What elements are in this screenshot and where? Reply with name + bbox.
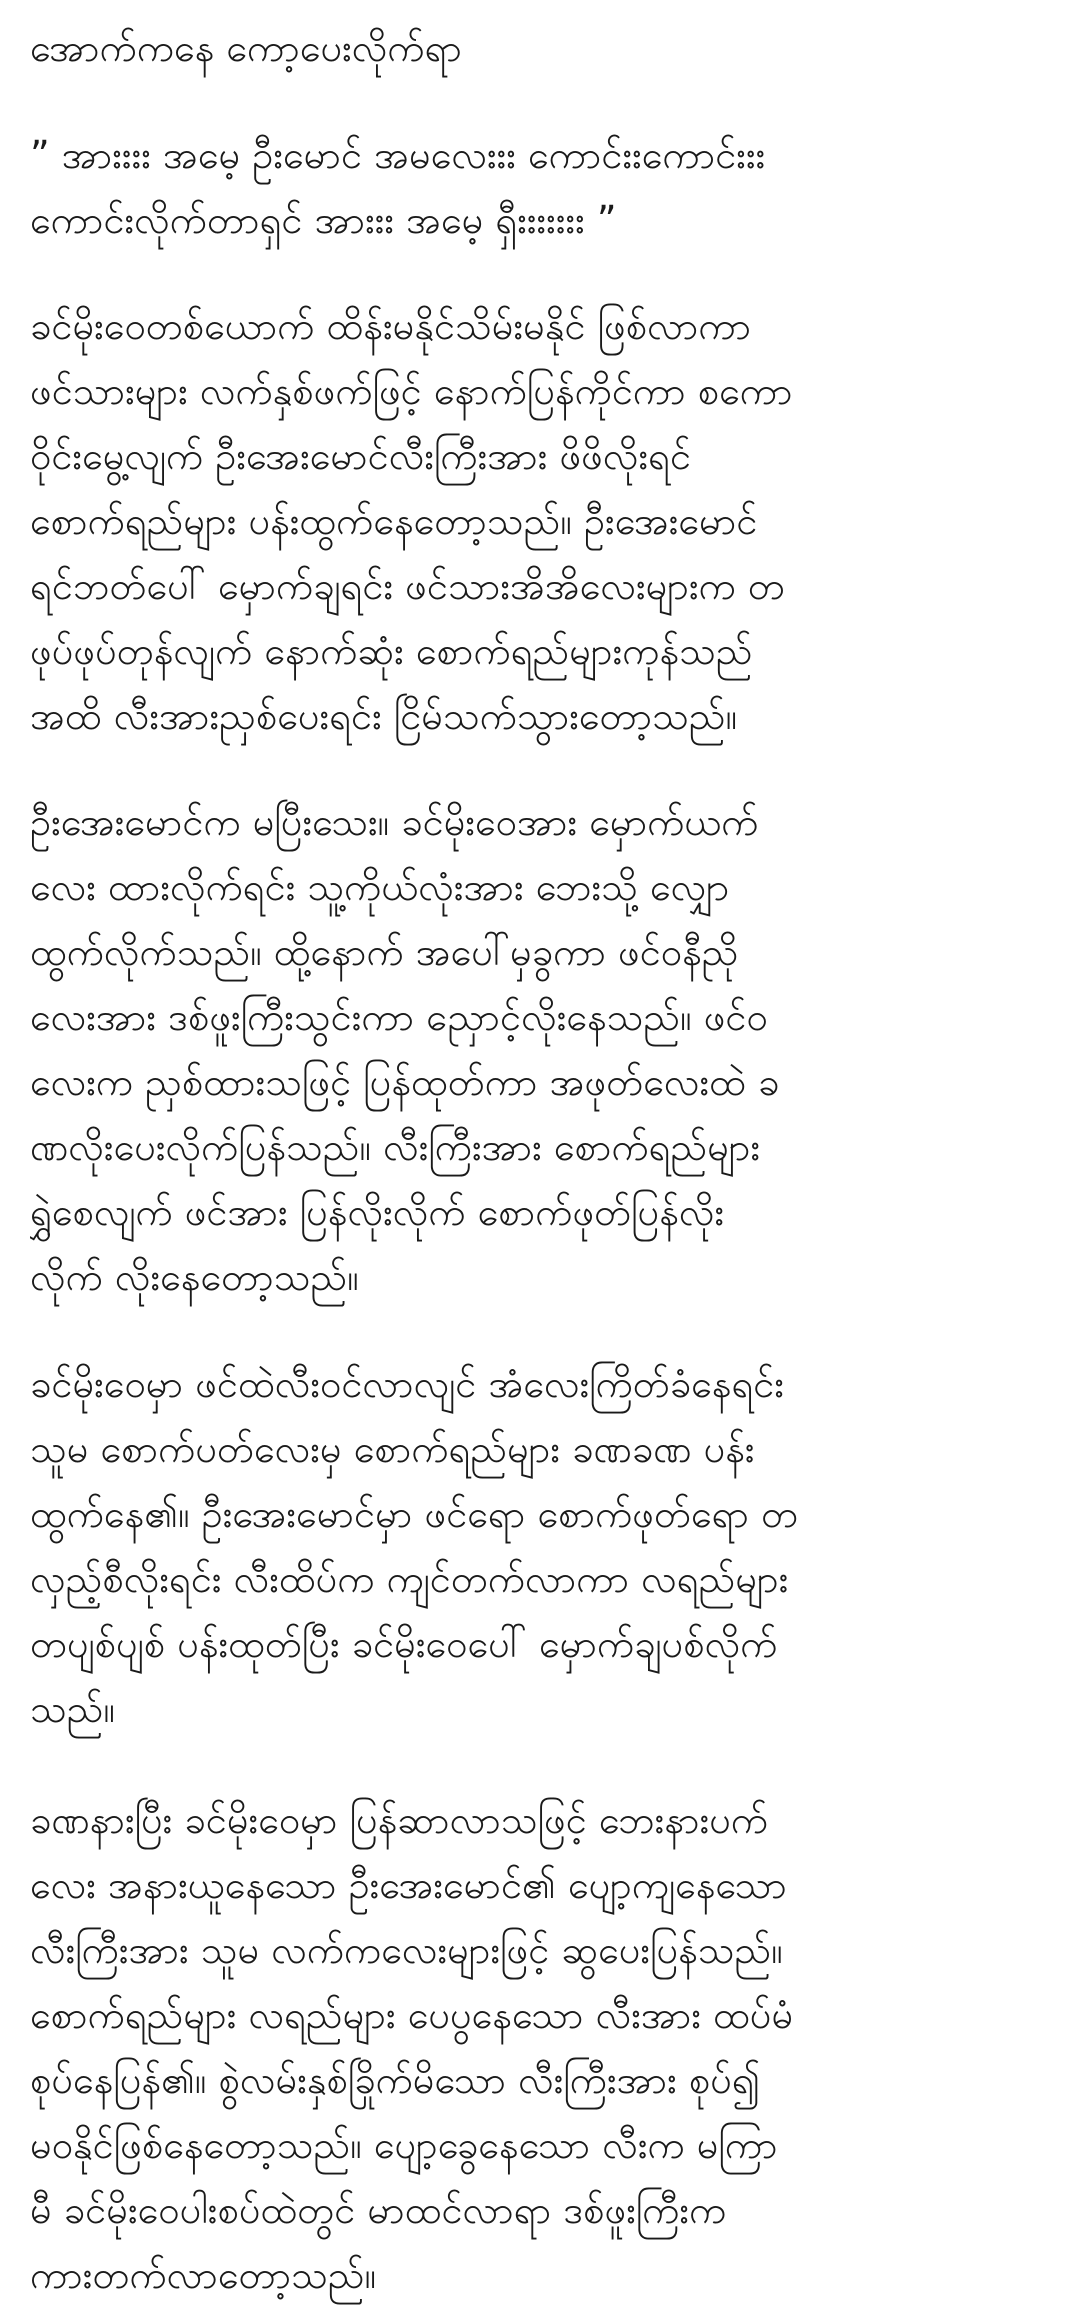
text-line: လေးအား ဒစ်ဖူးကြီးသွင်းကာ ညှောင့်လိုးနေသည်။ ဖင်ဝ xyxy=(30,995,768,1039)
paragraph-5 xyxy=(30,1352,1052,1742)
text-line: စုပ်နေပြန်၏။ စွဲလမ်းနှစ်ခြိုက်မိသော လီးကြီးအား စုပ်၍ xyxy=(30,2058,761,2102)
text-line: လေး ထားလိုက်ရင်း သူ့ကိုယ်လုံးအား ဘေးသို့ လျှော xyxy=(30,865,730,909)
text-line: သည်။ xyxy=(30,1687,115,1731)
paragraph-3 xyxy=(30,294,1052,749)
text-line: ခင်မိုးဝေတစ်ယောက် ထိန်းမနိုင်သိမ်းမနိုင် ဖြစ်လာကာ xyxy=(30,304,752,348)
text-line: အထိ လီးအားညှစ်ပေးရင်း ငြိမ်သက်သွားတော့သည်။ xyxy=(30,694,738,738)
text-line: ရင်ဘတ်ပေါ် မှောက်ချရင်း ဖင်သားအိအိလေးများက တ xyxy=(30,564,785,608)
paragraph-4 xyxy=(30,790,1052,1310)
paragraph-6 xyxy=(30,1788,1052,2308)
text-line: လီးကြီးအား သူမ လက်ကလေးများဖြင့် ဆွပေးပြန်သည်။ xyxy=(30,1928,783,1972)
text-line: ရွှဲစေလျက် ဖင်အား ပြန်လိုးလိုက် စောက်ဖုတ်ပြန်လိုး xyxy=(30,1190,725,1234)
text-line: စောက်ရည်များ လရည်များ ပေပွနေသော လီးအား ထပ်မံ xyxy=(30,1993,794,2037)
text-line: ဖုပ်ဖုပ်တုန်လျက် နောက်ဆုံး စောက်ရည်များကုန်သည် xyxy=(30,629,753,673)
text-line: ကားတက်လာတော့သည်။ xyxy=(30,2253,377,2297)
paragraph-2 xyxy=(30,123,1052,253)
text-line: ကောင်းလိုက်တာရှင် အားးး အမေ့ ရှီးးးးးးး ” xyxy=(30,198,617,242)
text-line: တပျစ်ပျစ် ပန်းထုတ်ပြီး ခင်မိုးဝေပေါ် မှောက်ချပစ်လိုက် xyxy=(30,1622,778,1666)
text-line: ဦးအေးမောင်က မပြီးသေး။ ခင်မိုးဝေအား မှောက်ယက် xyxy=(30,800,759,844)
text-line: မဝနိုင်ဖြစ်နေတော့သည်။ ပျော့ခွေနေသော လီးက မကြာ xyxy=(30,2123,778,2167)
text-line: လှည့်စီလိုးရင်း လီးထိပ်က ကျင်တက်လာကာ လရည်များ xyxy=(30,1557,789,1601)
text-line: မီ ခင်မိုးဝေပါးစပ်ထဲတွင် မာထင်လာရာ ဒစ်ဖူးကြီးက xyxy=(30,2188,727,2232)
text-line: သူမ စောက်ပတ်လေးမှ စောက်ရည်များ ခဏခဏ ပန်း xyxy=(30,1427,755,1471)
text-line: စောက်ရည်များ ပန်းထွက်နေတော့သည်။ ဦးအေးမောင် xyxy=(30,499,758,543)
text-line: ဖင်သားများ လက်နှစ်ဖက်ဖြင့် နောက်ပြန်ကိုင်ကာ စကော xyxy=(30,369,793,413)
text-line: အောက်ကနေ ကော့ပေးလိုက်ရာ xyxy=(30,26,463,70)
text-line: ခဏနားပြီး ခင်မိုးဝေမှာ ပြန်ဆာလာသဖြင့် ဘေးနားပက် xyxy=(30,1798,769,1842)
text-line: ထွက်လိုက်သည်။ ထို့နောက် အပေါ်မှခွကာ ဖင်ဝနီညို xyxy=(30,930,739,974)
text-line: လေးက ညှစ်ထားသဖြင့် ပြန်ထုတ်ကာ အဖုတ်လေးထဲ ခ xyxy=(30,1060,780,1104)
text-line: လေး အနားယူနေသော ဦးအေးမောင်၏ ပျော့ကျနေသော xyxy=(30,1863,787,1907)
text-line: ဏလိုးပေးလိုက်ပြန်သည်။ လီးကြီးအား စောက်ရည်များ xyxy=(30,1125,761,1169)
paragraph-1 xyxy=(30,16,1052,81)
text-line: ” အားးးး အမေ့ ဦးမောင် အမလေးးး ကောင်းးကောင်းးး xyxy=(30,133,766,177)
text-line: ဝိုင်းမွေ့လျက် ဦးအေးမောင်လီးကြီးအား ဖိဖိလိုးရင် xyxy=(30,434,692,478)
text-line: ခင်မိုးဝေမှာ ဖင်ထဲလီးဝင်လာလျင် အံလေးကြိတ်ခံနေရင်း xyxy=(30,1362,785,1406)
text-line: လိုက် လိုးနေတော့သည်။ xyxy=(30,1255,359,1299)
text-line: ထွက်နေ၏။ ဦးအေးမောင်မှာ ဖင်ရော စောက်ဖုတ်ရော တ xyxy=(30,1492,799,1536)
